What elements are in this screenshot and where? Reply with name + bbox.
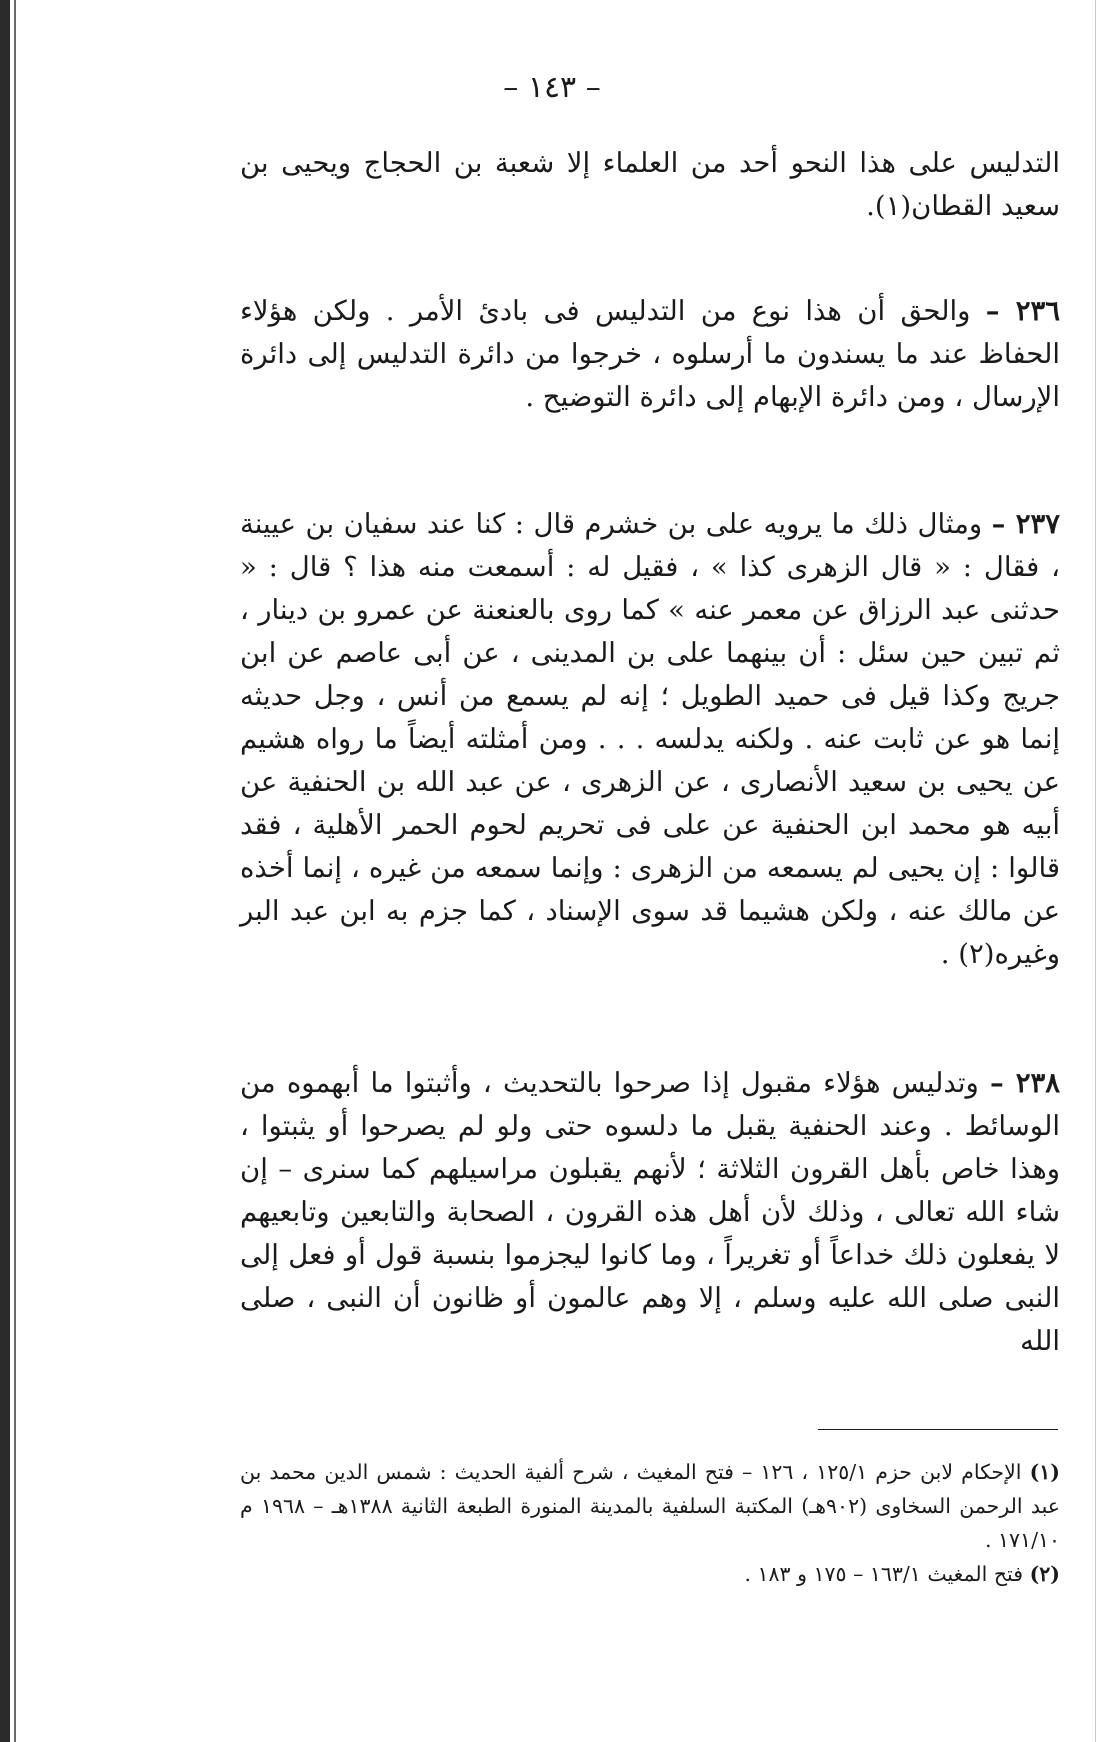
footnotes	[240, 1455, 1060, 1591]
paragraph-text: التدليس على هذا النحو أحد من العلماء إلا شعبة بن الحجاج ويحيى بن سعيد القطان(١).	[240, 147, 1060, 222]
footnote-text: الإحكام لابن حزم ١٢٥/١ ، ١٢٦ – فتح المغيث ، شرح ألفية الحديث : شمس الدين محمد بن عبد الرحمن السخاوى (٩٠٢هـ) المكتبة السلفية بالمدينة المنورة الطبعة الثانية ١٣٨٨هـ – ١٩٦٨ م ١٧١/١٠ .	[240, 1460, 1061, 1552]
paragraph-continuation	[240, 142, 1060, 228]
paragraph-text: ومثال ذلك ما يرويه على بن خشرم قال : كنا عند سفيان بن عيينة ، فقال : « قال الزهرى كذا » ، فقيل له : أسمعت منه هذا ؟ قال : « حدثنى عبد الرزاق عن معمر عنه » كما روى بالعنعنة عن عمرو بن دينار ، ثم تبين حين سئل : أن بينهما على بن المدينى ، عن أبى عاصم عن ابن جريج وكذا قيل فى حميد الطويل ؛ إنه لم يسمع من أنس ، وجل حديثه إنما هو عن ثابت عنه . ولكنه يدلسه . . . ومن أمثلته أيضاً ما رواه هشيم عن يحيى بن سعيد الأنصارى ، عن الزهرى ، عن عبد الله بن الحنفية عن أبيه هو محمد ابن الحنفية عن على فى تحريم لحوم الحمر الأهلية ، فقد قالوا : إن يحيى لم يسمعه من الزهرى : وإنما سمعه من غيره ، إنما أخذه عن مالك عنه ، ولكن هشيما قد سوى الإسناد ، كما جزم به ابن عبد البر وغيره(٢) .	[240, 508, 1060, 970]
paragraph-238	[240, 1062, 1060, 1363]
paragraph-number: ٢٣٨ –	[989, 1067, 1060, 1099]
footnote-separator	[818, 1429, 1058, 1430]
paragraph-236	[240, 290, 1060, 419]
footnote-1	[240, 1455, 1060, 1557]
scan-left-edge	[0, 0, 10, 1742]
paragraph-number: ٢٣٧ –	[991, 508, 1060, 540]
footnote-number: (١)	[1029, 1460, 1060, 1484]
paragraph-text: والحق أن هذا نوع من التدليس فى بادئ الأمر . ولكن هؤلاء الحفاظ عند ما يسندون ما أرسلوه ، خرجوا من دائرة التدليس إلى دائرة الإرسال ، ومن دائرة الإبهام إلى دائرة التوضيح .	[240, 295, 1060, 413]
paragraph-237	[240, 503, 1060, 976]
footnote-number: (٢)	[1029, 1562, 1060, 1586]
page-number: – ١٤٣ –	[503, 70, 601, 105]
scan-left-edge-line	[14, 0, 16, 1742]
footnote-text: فتح المغيث ١٦٣/١ – ١٧٥ و ١٨٣ .	[744, 1562, 1024, 1586]
paragraph-number: ٢٣٦ –	[985, 295, 1061, 327]
footnote-2	[240, 1557, 1060, 1591]
paragraph-text: وتدليس هؤلاء مقبول إذا صرحوا بالتحديث ، وأثبتوا ما أبهموه من الوسائط . وعند الحنفية يقبل ما دلسوه حتى ولو لم يصرحوا أو يثبتوا ، وهذا خاص بأهل القرون الثلاثة ؛ لأنهم يقبلون مراسيلهم كما سنرى – إن شاء الله تعالى ، وذلك لأن أهل هذه القرون ، الصحابة والتابعين وتابعيهم لا يفعلون ذلك خداعاً أو تغريراً ، وما كانوا ليجزموا بنسبة قول أو فعل إلى النبى صلى الله عليه وسلم ، إلا وهم عالمون أو ظانون أن النبى ، صلى الله	[240, 1067, 1060, 1357]
scan-right-edge	[1095, 0, 1096, 1742]
